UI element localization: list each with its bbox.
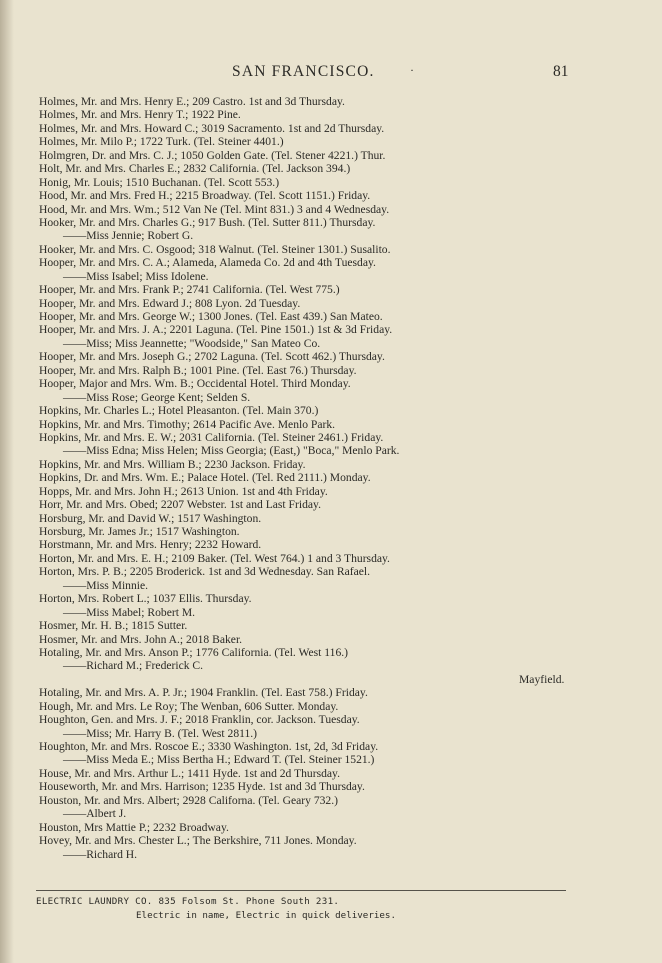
list-item-continuation: ——Miss Rose; George Kent; Selden S.: [63, 390, 251, 404]
list-item: Hotaling, Mr. and Mrs. A. P. Jr.; 1904 Franklin. (Tel. East 758.) Friday.: [39, 686, 368, 700]
list-item: Horton, Mrs. P. B.; 2205 Broderick. 1st and 3d Wednesday. San Rafael.: [39, 565, 371, 579]
list-item-overflow: Mayfield.: [519, 672, 565, 686]
footer-rule: [36, 890, 566, 891]
page-header: [0, 63, 662, 83]
list-item: Hooper, Mr. and Mrs. J. A.; 2201 Laguna. (Tel. Pine 1501.) 1st & 3d Friday.: [39, 323, 393, 337]
list-item: Hooper, Mr. and Mrs. Joseph G.; 2702 Laguna. (Tel. Scott 462.) Thursday.: [39, 350, 385, 364]
advertisement: [36, 890, 566, 923]
list-item: Houston, Mrs Mattie P.; 2232 Broadway.: [39, 820, 229, 834]
list-item: Hopps, Mr. and Mrs. John H.; 2613 Union. 1st and 4th Friday.: [39, 484, 328, 498]
list-item: Holmes, Mr. and Mrs. Howard C.; 3019 Sacramento. 1st and 2d Thursday.: [39, 121, 385, 135]
list-item: Hough, Mr. and Mrs. Le Roy; The Wenban, 606 Sutter. Monday.: [39, 699, 339, 713]
list-item-continuation: ——Miss; Mr. Harry B. (Tel. West 2811.): [63, 726, 258, 740]
list-item: Hopkins, Mr. and Mrs. E. W.; 2031 California. (Tel. Steiner 2461.) Friday.: [39, 430, 384, 444]
list-item: Hooper, Major and Mrs. Wm. B.; Occidental Hotel. Third Monday.: [39, 377, 351, 391]
list-item-continuation: ——Miss Isabel; Miss Idolene.: [63, 269, 209, 283]
list-item: Holmgren, Dr. and Mrs. C. J.; 1050 Golden Gate. (Tel. Stener 4221.) Thur.: [39, 148, 386, 162]
list-item-continuation: ——Miss Minnie.: [63, 578, 149, 592]
list-item: Hopkins, Dr. and Mrs. Wm. E.; Palace Hotel. (Tel. Red 2111.) Monday.: [39, 471, 371, 485]
list-item: Hooker, Mr. and Mrs. Charles G.; 917 Bush. (Tel. Sutter 811.) Thursday.: [39, 215, 376, 229]
list-item: Houseworth, Mr. and Mrs. Harrison; 1235 Hyde. 1st and 3d Thursday.: [39, 780, 365, 794]
list-item: Holmes, Mr. and Mrs. Henry E.; 209 Castro. 1st and 3d Thursday.: [39, 95, 345, 108]
list-item: Hooker, Mr. and Mrs. C. Osgood; 318 Walnut. (Tel. Steiner 1301.) Susalito.: [39, 242, 391, 256]
list-item: Hooper, Mr. and Mrs. C. A.; Alameda, Alameda Co. 2d and 4th Tuesday.: [39, 256, 376, 270]
list-item: Hooper, Mr. and Mrs. Edward J.; 808 Lyon. 2d Tuesday.: [39, 296, 301, 310]
list-item: Horsburg, Mr. James Jr.; 1517 Washington.: [39, 525, 240, 538]
list-item: Hopkins, Mr. Charles L.; Hotel Pleasanton. (Tel. Main 370.): [39, 404, 319, 418]
list-item: Houston, Mr. and Mrs. Albert; 2928 Californa. (Tel. Geary 732.): [39, 793, 338, 807]
list-item: Holmes, Mr. Milo P.; 1722 Turk. (Tel. Steiner 4401.): [39, 135, 284, 149]
advertisement-tagline: Electric in name, Electric in quick deliveries.: [136, 910, 396, 921]
list-item: Hosmer, Mr. and Mrs. John A.; 2018 Baker.: [39, 632, 243, 646]
list-item: Honig, Mr. Louis; 1510 Buchanan. (Tel. Scott 553.): [39, 175, 280, 189]
header-mark: ·: [410, 63, 414, 77]
list-item: Houghton, Gen. and Mrs. J. F.; 2018 Franklin, cor. Jackson. Tuesday.: [39, 713, 360, 727]
list-item-continuation: ——Miss; Miss Jeannette; "Woodside," San Mateo Co.: [63, 336, 321, 350]
list-item: Horton, Mrs. Robert L.; 1037 Ellis. Thursday.: [39, 592, 252, 606]
list-item: Horsburg, Mr. and David W.; 1517 Washington.: [39, 511, 262, 525]
list-item: Hooper, Mr. and Mrs. George W.; 1300 Jones. (Tel. East 439.) San Mateo.: [39, 310, 383, 323]
list-item: Holmes, Mr. and Mrs. Henry T.; 1922 Pine.: [39, 108, 241, 122]
list-item-continuation: ——Albert J.: [63, 807, 127, 821]
list-item: Holt, Mr. and Mrs. Charles E.; 2832 California. (Tel. Jackson 394.): [39, 162, 351, 176]
list-item: House, Mr. and Mrs. Arthur L.; 1411 Hyde. 1st and 2d Thursday.: [39, 766, 340, 780]
list-item: Horr, Mr. and Mrs. Obed; 2207 Webster. 1st and Last Friday.: [39, 498, 321, 512]
list-item: Houghton, Mr. and Mrs. Roscoe E.; 3330 Washington. 1st, 2d, 3d Friday.: [39, 740, 379, 753]
list-item: Hooper, Mr. and Mrs. Ralph B.; 1001 Pine. (Tel. East 76.) Thursday.: [39, 363, 357, 377]
list-item-continuation: ——Miss Edna; Miss Helen; Miss Georgia; (East,) "Boca," Menlo Park.: [63, 444, 400, 458]
list-item: Hosmer, Mr. H. B.; 1815 Sutter.: [39, 619, 188, 633]
list-item: Hood, Mr. and Mrs. Wm.; 512 Van Ne (Tel. Mint 831.) 3 and 4 Wednesday.: [39, 202, 390, 216]
directory-listings: [39, 95, 659, 861]
list-item: Hopkins, Mr. and Mrs. William B.; 2230 Jackson. Friday.: [39, 457, 306, 471]
page-number: 81: [553, 63, 569, 80]
list-item: Hopkins, Mr. and Mrs. Timothy; 2614 Pacific Ave. Menlo Park.: [39, 417, 336, 431]
running-title: SAN FRANCISCO.: [232, 63, 375, 80]
list-item-continuation: ——Miss Mabel; Robert M.: [63, 605, 196, 619]
list-item: Hood, Mr. and Mrs. Fred H.; 2215 Broadway. (Tel. Scott 1151.) Friday.: [39, 189, 371, 203]
advertisement-line: ELECTRIC LAUNDRY CO. 835 Folsom St. Phone South 231.: [36, 896, 340, 907]
list-item: Hooper, Mr. and Mrs. Frank P.; 2741 California. (Tel. West 775.): [39, 283, 340, 297]
list-item: Horton, Mr. and Mrs. E. H.; 2109 Baker. (Tel. West 764.) 1 and 3 Thursday.: [39, 551, 390, 565]
list-item: Hovey, Mr. and Mrs. Chester L.; The Berkshire, 711 Jones. Monday.: [39, 834, 357, 848]
list-item-continuation: ——Miss Jennie; Robert G.: [63, 229, 194, 243]
list-item: Hotaling, Mr. and Mrs. Anson P.; 1776 California. (Tel. West 116.): [39, 645, 349, 659]
list-item: Horstmann, Mr. and Mrs. Henry; 2232 Howard.: [39, 538, 262, 552]
list-item-continuation: ——Miss Meda E.; Miss Bertha H.; Edward T. (Tel. Steiner 1521.): [63, 753, 375, 767]
list-item-continuation: ——Richard H.: [63, 847, 138, 861]
list-item-continuation: ——Richard M.; Frederick C.: [63, 659, 204, 673]
